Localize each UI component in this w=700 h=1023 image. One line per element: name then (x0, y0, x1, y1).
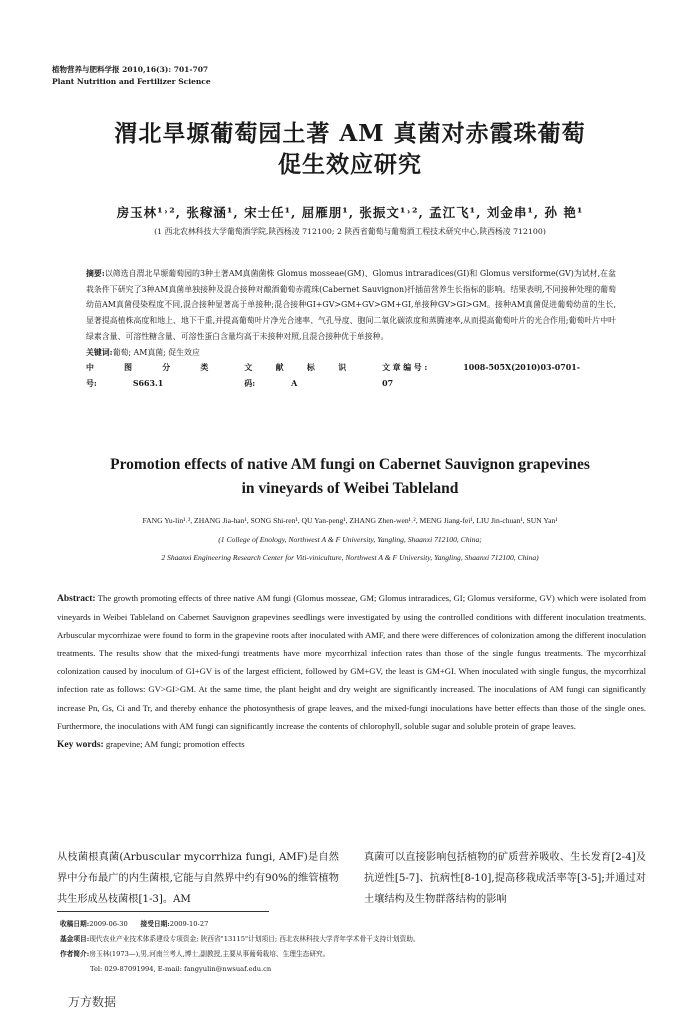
journal-name-en: Plant Nutrition and Fertilizer Science (52, 77, 211, 86)
classification-row: 中图分类号: S663.1 文献标识码: A 文章编号: 1008-505X(2010)03-0701-07 (86, 363, 580, 388)
footnote-rule (57, 911, 269, 912)
keywords-cn: 关键词:葡萄; AM真菌; 促生效应 (86, 347, 200, 357)
author-bio-line: 作者简介:房玉林(1973—),男,河南兰考人,博士,副教授,主要从事葡萄栽培、生理生态研究。 (60, 950, 330, 958)
watermark: 万方数据 (68, 995, 117, 1009)
running-head (52, 64, 211, 88)
contact-line: Tel: 029-87091994, E-mail: fangyulin@nwsuaf.edu.cn (90, 965, 272, 973)
keywords-en: Key words: grapevine; AM fungi; promotion effects (57, 738, 245, 750)
affiliation-chinese: (1 西北农林科技大学葡萄酒学院,陕西杨凌 712100; 2 陕西省葡萄与葡萄酒工程技术研究中心,陕西杨凌 712100) (154, 227, 546, 236)
abstract-en-body: Abstract: The growth promoting effects of three native AM fungi (Glomus mosseae, GM; Glomus intraradices, GI; Glomus versiforme, GV) which were isolated from vineyards in Weibei Tableland on Cabernet Sauvignon grapevines seedlings were investigated by using the controlled conditions with different inoculation treatments. Arbuscular mycorrhizae were found to form in the grapevine roots after inoculated with AMF, and there were differences of colonization among the different inoculation treatments. The results show that the mixed-fungi treatments have more mycorrhizal infection rates than those of the single fungus treatments. The mycorrhizal colonization caused by inoculum of GI+GV is of the largest efficient, followed by GM+GV, the least is GM+GI. When inoculated with single fungus, the mycorrhizal infection rate as follows: GV>GI>GM. At the same time, the plant height and dry weight are significantly increased. The inoculations of AM fungi can significantly increase Pn, Gs, Ci and Tr, and thereby enhance the photosynthesis of grape leaves, and the mixed-fungi inoculations have better effects than those of the single ones. Furthermore, the inoculations with AM fungi can significantly increase the contents of chlorophyll, soluble sugar and soluble protein of grape leaves. (57, 593, 647, 731)
title-chinese: 渭北旱塬葡萄园土著 AM 真菌对赤霞珠葡萄 促生效应研究 (114, 120, 586, 178)
abstract-chinese (86, 266, 616, 392)
body-column-right: 真菌可以直接影响包括植物的矿质营养吸收、生长发育[2-4]及抗逆性[5-7]、抗病性[8-10],提高移栽成活率等[3-5];并通过对土壤结构及生物群落结构的影响 (364, 852, 646, 905)
title-english: Promotion effects of native AM fungi on Cabernet Sauvignon grapevines in vineyards of Weibei Tableland (110, 456, 590, 497)
affiliation-english-2: 2 Shaanxi Engineering Research Center for Viti-viniculture, Northwest A & F University, Yangling, Shaanxi 712100, China) (161, 553, 539, 562)
dates-line: 收稿日期:2009-06-30 接受日期:2009-10-27 (60, 920, 209, 928)
journal-citation: 植物营养与肥料学报 2010,16(3): 701-707 (52, 65, 209, 74)
abstract-cn-body: 摘要:以筛选自渭北旱塬葡萄园的3种土著AM真菌菌株 Glomus mosseae(GM)、Glomus intraradices(GI)和 Glomus versiforme(GV)为试材,在盆栽条件下研究了3种AM真菌单独接种及混合接种对酿酒葡萄赤霞珠(Cabernet Sauvignon)扦插苗营养生长指标的影响。结果表明,不同接种处理的葡萄幼苗AM真菌侵染程度不同,混合接种显著高于单接种;混合接种GI+GV>GM+GV>GM+GI,单接种GV>GI>GM。接种AM真菌促进葡萄幼苗的生长,显著提高植株高度和地上、地下干重,并提高葡萄叶片净光合速率、气孔导度、胞间二氧化碳浓度和蒸腾速率,从而提高葡萄叶片的光合作用;葡萄叶片中叶绿素含量、可溶性糖含量、可溶性蛋白含量均高于未接种对照,且混合接种优于单接种。 (86, 269, 616, 341)
abstract-english (57, 589, 646, 754)
footnote (60, 917, 650, 977)
affiliation-english-1: (1 College of Enology, Northwest A & F University, Yangling, Shaanxi 712100, China; (218, 535, 482, 544)
body-column-left: 从枝菌根真菌(Arbuscular mycorrhiza fungi, AMF)是自然界中分布最广的内生菌根,它能与自然界中约有90%的维管植物共生形成丛枝菌根[1-3]。AM (57, 852, 339, 905)
fund-line: 基金项目:现代农业产业技术体系建设专项资金; 陕西省"13115"计划项目; 西北农林科技大学青年学术骨干支持计划资助。 (60, 935, 420, 943)
authors-english: FANG Yu-lin¹˒², ZHANG Jia-han¹, SONG Shi-ren¹, QU Yan-peng¹, ZHANG Zhen-wen¹˒², MENG Jiang-fei¹, LIU Jin-chuan¹, SUN Yan¹ (142, 516, 558, 525)
authors-chinese: 房玉林¹˒², 张稼涵¹, 宋士任¹, 屈雁朋¹, 张振文¹˒², 孟江飞¹, 刘金串¹, 孙 艳¹ (116, 205, 584, 220)
